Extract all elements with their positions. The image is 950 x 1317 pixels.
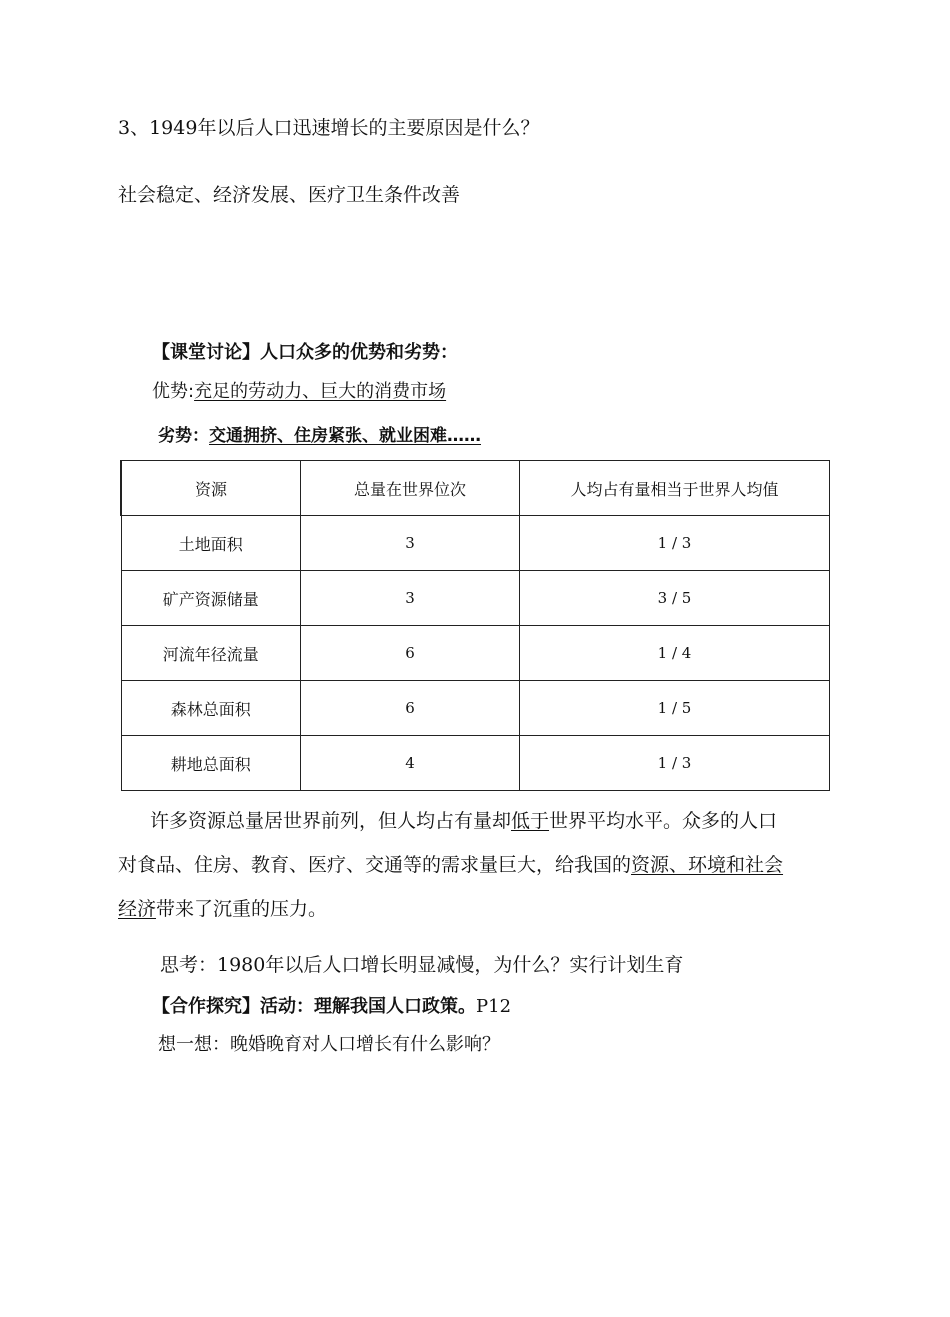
- cell-per-capita: 3 / 5: [520, 571, 830, 626]
- resource-table: [120, 460, 830, 791]
- paragraph-line-3: [118, 897, 327, 921]
- disadvantage-label: 劣势：: [158, 426, 209, 446]
- cell-rank: 3: [301, 516, 520, 571]
- cell-resource: 森林总面积: [121, 681, 301, 736]
- paragraph-line-1: [150, 809, 777, 833]
- cell-resource: 河流年径流量: [121, 626, 301, 681]
- header-resource: 资源: [121, 461, 301, 516]
- cell-per-capita: 1 / 3: [520, 516, 830, 571]
- cell-rank: 6: [301, 626, 520, 681]
- think-question: 思考：1980年以后人口增长明显减慢，为什么？实行计划生育: [160, 954, 684, 976]
- advantage-text: 充足的劳动力、巨大的消费市场: [194, 381, 447, 402]
- paragraph-text: 世界平均水平。众多的人口: [549, 810, 778, 832]
- paragraph-text: 带来了沉重的压力。: [156, 898, 328, 920]
- question-3: 3、1949年以后人口迅速增长的主要原因是什么？: [118, 117, 540, 139]
- cell-rank: 4: [301, 736, 520, 791]
- discussion-heading: 【课堂讨论】人口众多的优势和劣势：: [152, 342, 458, 363]
- table-row: [121, 516, 830, 571]
- cell-resource: 矿产资源储量: [121, 571, 301, 626]
- cell-resource: 土地面积: [121, 516, 301, 571]
- cell-per-capita: 1 / 5: [520, 681, 830, 736]
- ponder-question: 想一想：晚婚晚育对人口增长有什么影响？: [158, 1034, 500, 1055]
- advantage-line: [152, 380, 446, 404]
- header-per-capita: 人均占有量相当于世界人均值: [520, 461, 830, 516]
- advantage-label: 优势:: [152, 381, 195, 402]
- table-row: [121, 571, 830, 626]
- cell-rank: 3: [301, 571, 520, 626]
- table-header-row: [121, 461, 830, 516]
- table-row: [121, 681, 830, 736]
- table-row: [121, 736, 830, 791]
- paragraph-text: 对食品、住房、教育、医疗、交通等的需求量巨大，给我国的: [118, 854, 632, 876]
- page-reference: P12: [476, 996, 512, 1017]
- disadvantage-line: [158, 424, 481, 448]
- table-row: [121, 626, 830, 681]
- paragraph-text: 许多资源总量居世界前列，但人均占有量却: [150, 810, 512, 832]
- underlined-text: 资源、环境和社会: [631, 854, 784, 876]
- cell-per-capita: 1 / 3: [520, 736, 830, 791]
- question-3-answer: 社会稳定、经济发展、医疗卫生条件改善: [118, 184, 461, 206]
- underlined-text: 低于: [511, 810, 550, 832]
- cell-rank: 6: [301, 681, 520, 736]
- cooperation-label: 【合作探究】活动：理解我国人口政策。: [152, 996, 476, 1017]
- header-world-rank: 总量在世界位次: [301, 461, 520, 516]
- disadvantage-text: 交通拥挤、住房紧张、就业困难……: [209, 426, 481, 446]
- cell-resource: 耕地总面积: [121, 736, 301, 791]
- cell-per-capita: 1 / 4: [520, 626, 830, 681]
- paragraph-line-2: [118, 853, 783, 877]
- underlined-text: 经济: [118, 898, 157, 920]
- cooperation-line: [152, 995, 511, 1019]
